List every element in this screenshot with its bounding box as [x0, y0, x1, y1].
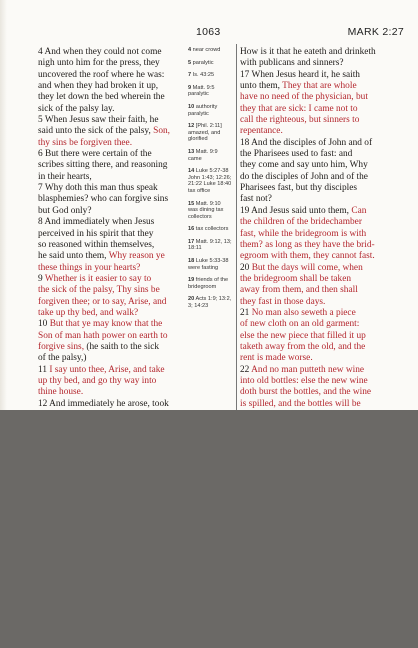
left-text-line [38, 183, 184, 194]
margin-reference-text: friends of the bridegroom [188, 277, 229, 290]
words-of-christ-text: Whether is it easier to say to [44, 273, 152, 284]
margin-reference-verse: 10 [188, 103, 195, 110]
verse-text: but God only? [38, 205, 92, 216]
left-text-line [38, 240, 184, 251]
verse-text: uncovered the roof where he was: [38, 69, 165, 80]
verse-text: Pharisees fast, but thy disciples [240, 183, 358, 194]
words-of-christ-text: the bridegroom shall be taken [240, 273, 352, 284]
words-of-christ-text: take up thy bed, and walk? [38, 307, 139, 318]
left-text-line [38, 47, 184, 58]
words-of-christ-text: repentance. [240, 126, 283, 137]
verse-text: 9 [38, 273, 45, 284]
words-of-christ-text: But that ye may know that the [49, 319, 163, 330]
left-text-line [38, 58, 184, 69]
left-text-line [38, 331, 184, 342]
words-of-christ-text: fast, while the bridegroom is with [240, 228, 367, 239]
verse-text: blasphemies? who can forgive sins [38, 194, 169, 205]
words-of-christ-text: into old bottles: else the new wine [240, 375, 368, 386]
margin-reference [188, 258, 232, 271]
margin-reference-text: authority paralytic [188, 103, 218, 117]
margin-reference-verse: 17 [188, 238, 195, 245]
margin-reference-text: [Phil. 2:11] amazed, and glorified [188, 123, 222, 143]
right-text-line [240, 194, 410, 205]
left-text-line [38, 138, 184, 149]
margin-reference-text: near crowd [191, 47, 221, 53]
right-text-line [240, 319, 410, 330]
right-text-line [240, 58, 410, 69]
left-text-line [38, 376, 184, 387]
running-reference: MARK 2:27 [347, 26, 404, 38]
verse-text: he said unto them, [38, 251, 109, 262]
margin-reference-verse: 16 [188, 226, 195, 233]
margin-reference [188, 85, 232, 98]
verse-text: 18 And the disciples of John and of [240, 137, 373, 148]
left-text-line [38, 319, 184, 330]
verse-text: 22 [240, 364, 252, 375]
words-of-christ-text: them? as long as they have the brid- [240, 239, 375, 250]
margin-reference-text: Matt. 9:12, 13; 18:11 [188, 238, 232, 252]
margin-reference [188, 296, 232, 309]
left-text-line [38, 81, 184, 92]
verse-text: 21 [240, 307, 252, 318]
right-text-line [240, 297, 410, 308]
margin-reference-text: Is. 43:25 [191, 72, 215, 79]
verse-text: 4 And when they could not come [38, 47, 162, 57]
words-of-christ-text: They that are whole [282, 81, 357, 92]
verse-text: 11 [38, 364, 50, 375]
margin-reference-verse: 7 [188, 72, 192, 79]
margin-reference-verse: 14 [188, 168, 195, 175]
left-text-line [38, 229, 184, 240]
right-text-column [240, 47, 410, 465]
right-text-line [240, 331, 410, 342]
words-of-christ-text: call the righteous, but sinners to [240, 115, 360, 126]
right-text-line [240, 81, 410, 92]
words-of-christ-text: And no man putteth new wine [251, 364, 365, 375]
left-text-line [38, 70, 184, 81]
verse-text: they let down the bed wherein the [38, 92, 165, 103]
left-text-line [38, 342, 184, 353]
margin-reference [188, 277, 232, 290]
verse-text: of the palsy,) [38, 353, 87, 364]
left-text-line [38, 353, 184, 364]
margin-reference [188, 149, 232, 162]
verse-text: said unto the sick of the palsy, [38, 126, 154, 137]
left-text-line [38, 206, 184, 217]
verse-text: 10 [38, 319, 50, 330]
margin-reference [188, 226, 232, 233]
words-of-christ-text: else the new piece that filled it up [240, 330, 366, 341]
words-of-christ-text: forgive sins, [38, 341, 87, 352]
right-text-line [240, 115, 410, 126]
left-text-line [38, 274, 184, 285]
verse-text: scribes sitting there, and reasoning [38, 160, 168, 171]
margin-reference-text: tax collectors [194, 226, 229, 233]
verse-text: 5 When Jesus saw their faith, he [38, 115, 159, 126]
margin-reference-text: Matt. 9:10 was dining tax collectors [188, 200, 224, 220]
verse-text: the Pharisees used to fast: and [240, 149, 353, 160]
right-text-line [240, 70, 410, 81]
margin-reference-verse: 13 [188, 148, 195, 155]
words-of-christ-text: up thy bed, and go thy way into [38, 375, 157, 386]
margin-reference [188, 47, 232, 54]
verse-text: unto them, [240, 81, 283, 92]
verse-text: 17 When Jesus heard it, he saith [240, 69, 360, 80]
right-text-line [240, 172, 410, 183]
words-of-christ-text: of new cloth on an old garment: [240, 319, 360, 330]
left-text-line [38, 308, 184, 319]
right-text-line [240, 342, 410, 353]
right-text-line [240, 399, 410, 410]
verse-text: do the disciples of John and of the [240, 171, 368, 182]
right-text-line [240, 387, 410, 398]
words-of-christ-text: thy sins be forgiven thee. [38, 137, 133, 148]
left-text-line [38, 387, 184, 398]
center-reference-column [188, 47, 232, 316]
margin-reference-verse: 20 [188, 296, 195, 303]
words-of-christ-text: away from them, and then shall [240, 285, 358, 296]
margin-reference-text: Acts 1:9; 13:2, 3; 14:23 [188, 296, 232, 310]
left-text-line [38, 172, 184, 183]
words-of-christ-text: taketh away from the old, and the [240, 341, 366, 352]
words-of-christ-text: No man also seweth a piece [251, 307, 356, 318]
words-of-christ-text: doth burst the bottles, and the wine [240, 387, 372, 398]
right-text-line [240, 206, 410, 217]
right-text-line [240, 183, 410, 194]
verse-text: sick of the palsy lay. [38, 103, 115, 114]
left-text-line [38, 126, 184, 137]
words-of-christ-text: But the days will come, when [251, 262, 363, 273]
words-of-christ-text: Son, [153, 126, 171, 137]
right-text-line [240, 274, 410, 285]
verse-text: so reasoned within themselves, [38, 239, 155, 250]
words-of-christ-text: is spilled, and the bottles will be [240, 398, 361, 409]
left-text-line [38, 194, 184, 205]
left-text-line [38, 263, 184, 274]
margin-reference-text: Luke 5:33-38 were fasting [188, 258, 229, 271]
margin-reference-text: Luke 5:27-38 John 1:43; 12:26; 21:22 Luke 18:40 tax office [188, 168, 232, 194]
margin-reference-verse: 9 [188, 84, 192, 91]
words-of-christ-text: these things in your hearts? [38, 262, 141, 273]
right-text-line [240, 365, 410, 376]
verse-text: with publicans and sinners? [240, 58, 344, 69]
verse-text: 20 [240, 262, 252, 273]
left-text-line [38, 149, 184, 160]
margin-reference [188, 239, 232, 252]
words-of-christ-text: the sick of the palsy, Thy sins be [38, 285, 160, 296]
words-of-christ-text: Why reason ye [108, 251, 165, 262]
left-text-line [38, 115, 184, 126]
verse-text: nigh unto him for the press, they [38, 58, 160, 69]
verse-text: How is it that he eateth and drinketh [240, 47, 376, 57]
right-text-line [240, 251, 410, 262]
left-text-line [38, 217, 184, 228]
margin-reference [188, 123, 232, 143]
verse-text: fast not? [240, 194, 272, 205]
words-of-christ-text: Can [351, 205, 367, 216]
margin-reference-text: Matt. 9:9 came [188, 148, 218, 162]
verse-text: 7 Why doth this man thus speak [38, 183, 158, 194]
margin-reference [188, 72, 232, 79]
right-text-line [240, 126, 410, 137]
words-of-christ-text: the children of the bridechamber [240, 217, 362, 228]
right-text-line [240, 217, 410, 228]
words-of-christ-text: forgiven thee; or to say, Arise, and [38, 296, 167, 307]
verse-text: perceived in his spirit that they [38, 228, 154, 239]
left-text-line [38, 251, 184, 262]
margin-reference-verse: 4 [188, 47, 192, 53]
left-text-line [38, 92, 184, 103]
left-text-line [38, 160, 184, 171]
margin-reference [188, 201, 232, 221]
right-text-line [240, 285, 410, 296]
words-of-christ-text: egroom with them, they cannot fast. [240, 251, 375, 262]
words-of-christ-text: I say unto thee, Arise, and take [49, 364, 165, 375]
verse-text: in their hearts, [38, 171, 92, 182]
right-text-line [240, 376, 410, 387]
verse-text: 19 And Jesus said unto them, [240, 205, 352, 216]
verse-text: 6 But there were certain of the [38, 149, 152, 160]
right-text-line [240, 149, 410, 160]
margin-reference-text: paralytic [191, 59, 214, 66]
margin-reference-verse: 18 [188, 258, 195, 265]
verse-text: and when they had broken it up, [38, 81, 159, 92]
page-number: 1063 [196, 26, 221, 38]
left-text-line [38, 104, 184, 115]
right-text-line [240, 92, 410, 103]
right-text-line [240, 160, 410, 171]
margin-reference-verse: 15 [188, 200, 195, 207]
left-text-line [38, 285, 184, 296]
occluding-overlay [0, 410, 418, 648]
margin-reference-text: Matt. 9:5 paralytic [188, 84, 215, 98]
words-of-christ-text: rent is made worse. [240, 353, 313, 364]
margin-reference-verse: 19 [188, 277, 195, 284]
words-of-christ-text: thine house. [38, 387, 84, 398]
margin-reference [188, 60, 232, 67]
left-text-line [38, 365, 184, 376]
words-of-christ-text: they that are sick: I came not to [240, 103, 358, 114]
margin-reference-verse: 12 [188, 123, 195, 130]
margin-reference [188, 168, 232, 194]
left-text-line [38, 297, 184, 308]
words-of-christ-text: Son of man hath power on earth to [38, 330, 168, 341]
margin-reference-verse: 5 [188, 59, 192, 66]
right-text-line [240, 229, 410, 240]
right-text-line [240, 308, 410, 319]
verse-text: they come and say unto him, Why [240, 160, 368, 171]
right-text-line [240, 47, 410, 58]
right-text-line [240, 353, 410, 364]
right-text-line [240, 104, 410, 115]
verse-text: (he saith to the sick [86, 341, 160, 352]
left-text-line [38, 399, 184, 410]
verse-text: 12 And immediately he arose, took [38, 398, 169, 409]
verse-text: 8 And immediately when Jesus [38, 217, 155, 228]
words-of-christ-text: have no need of the physician, but [240, 92, 368, 103]
margin-reference [188, 104, 232, 117]
column-divider [236, 44, 237, 424]
words-of-christ-text: they fast in those days. [240, 296, 326, 307]
right-text-line [240, 263, 410, 274]
right-text-line [240, 240, 410, 251]
right-text-line [240, 138, 410, 149]
